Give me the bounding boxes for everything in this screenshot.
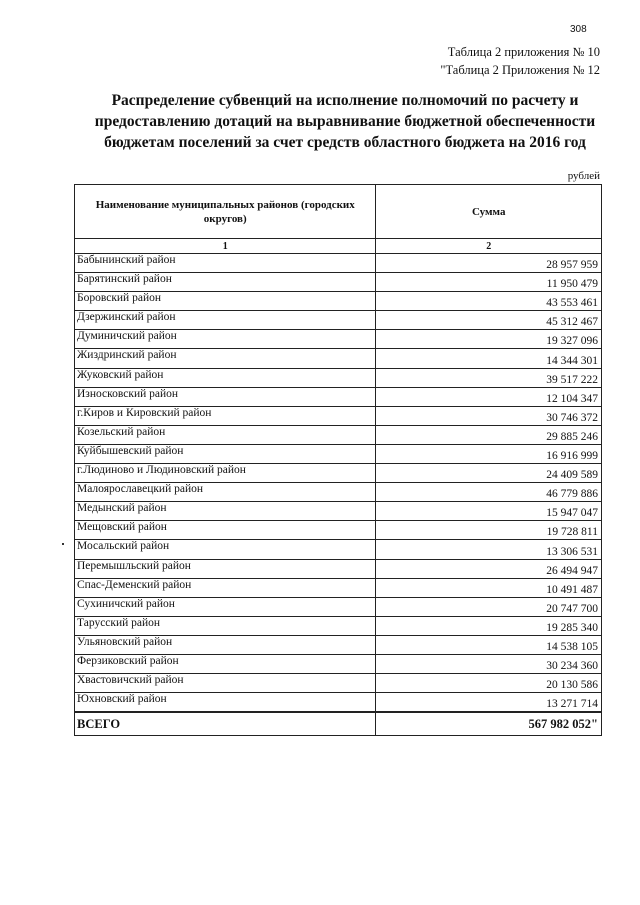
district-name: Козельский район bbox=[75, 425, 376, 444]
appendix-reference-quoted: "Таблица 2 Приложения № 12 bbox=[440, 63, 600, 77]
title-line: Распределение субвенций на исполнение полномочий по расчету и bbox=[111, 92, 579, 109]
subsidy-amount: 16 916 999 bbox=[376, 444, 602, 463]
table-header-row bbox=[75, 185, 602, 239]
table-row bbox=[75, 368, 602, 387]
district-name: Куйбышевский район bbox=[75, 444, 376, 463]
table-row bbox=[75, 406, 602, 425]
table-row bbox=[75, 502, 602, 521]
district-name: Медынский район bbox=[75, 502, 376, 521]
table-row bbox=[75, 693, 602, 712]
district-name: Износковский район bbox=[75, 387, 376, 406]
district-name: Ферзиковский район bbox=[75, 654, 376, 673]
table-row bbox=[75, 521, 602, 540]
district-name: Жуковский район bbox=[75, 368, 376, 387]
district-name: Думиничский район bbox=[75, 330, 376, 349]
unit-label: рублей bbox=[567, 170, 600, 182]
column-number-sum: 2 bbox=[376, 239, 602, 254]
table-row bbox=[75, 444, 602, 463]
column-number-row bbox=[75, 239, 602, 254]
subsidy-amount: 46 779 886 bbox=[376, 483, 602, 502]
subsidy-amount: 14 538 105 bbox=[376, 635, 602, 654]
table-row bbox=[75, 597, 602, 616]
table-row bbox=[75, 654, 602, 673]
district-name: Мещовский район bbox=[75, 521, 376, 540]
column-header-sum: Сумма bbox=[376, 185, 602, 239]
subsidy-amount: 20 747 700 bbox=[376, 597, 602, 616]
appendix-reference: Таблица 2 приложения № 10 bbox=[447, 45, 600, 59]
subsidy-amount: 13 271 714 bbox=[376, 693, 602, 712]
district-name: Боровский район bbox=[75, 292, 376, 311]
subsidies-table bbox=[74, 184, 602, 736]
district-name: г.Киров и Кировский район bbox=[75, 406, 376, 425]
table-row bbox=[75, 273, 602, 292]
district-name: Дзержинский район bbox=[75, 311, 376, 330]
subsidy-amount: 30 746 372 bbox=[376, 406, 602, 425]
district-name: Сухиничский район bbox=[75, 597, 376, 616]
table-row bbox=[75, 464, 602, 483]
subsidy-amount: 15 947 047 bbox=[376, 502, 602, 521]
subsidy-amount: 39 517 222 bbox=[376, 368, 602, 387]
total-amount: 567 982 052" bbox=[376, 712, 602, 736]
table-row bbox=[75, 559, 602, 578]
subsidy-amount: 24 409 589 bbox=[376, 464, 602, 483]
table-row bbox=[75, 616, 602, 635]
table-row bbox=[75, 292, 602, 311]
district-name: Тарусский район bbox=[75, 616, 376, 635]
column-number-name: 1 bbox=[75, 239, 376, 254]
subsidy-amount: 28 957 959 bbox=[376, 254, 602, 273]
district-name: Барятинский район bbox=[75, 273, 376, 292]
subsidy-amount: 19 327 096 bbox=[376, 330, 602, 349]
column-header-name: Наименование муниципальных районов (городских округов) bbox=[75, 185, 376, 239]
subsidy-amount: 20 130 586 bbox=[376, 674, 602, 693]
district-name: Спас-Деменский район bbox=[75, 578, 376, 597]
total-row bbox=[75, 712, 602, 736]
title-line: бюджетам поселений за счет средств областного бюджета на 2016 год bbox=[104, 134, 586, 151]
table-row bbox=[75, 349, 602, 368]
title-line: предоставлению дотаций на выравнивание бюджетной обеспеченности bbox=[94, 113, 596, 130]
subsidy-amount: 13 306 531 bbox=[376, 540, 602, 559]
subsidy-amount: 43 553 461 bbox=[376, 292, 602, 311]
table-row bbox=[75, 674, 602, 693]
district-name: Перемышльский район bbox=[75, 559, 376, 578]
document-title bbox=[80, 90, 610, 153]
table-row bbox=[75, 254, 602, 273]
table-row bbox=[75, 425, 602, 444]
district-name: Юхновский район bbox=[75, 693, 376, 712]
table-row bbox=[75, 311, 602, 330]
subsidy-amount: 45 312 467 bbox=[376, 311, 602, 330]
district-name: Ульяновский район bbox=[75, 635, 376, 654]
scan-artifact-dot bbox=[62, 543, 64, 545]
subsidy-amount: 11 950 479 bbox=[376, 273, 602, 292]
table-body bbox=[75, 254, 602, 736]
table-row bbox=[75, 330, 602, 349]
subsidy-amount: 30 234 360 bbox=[376, 654, 602, 673]
page-number: 308 bbox=[570, 24, 587, 35]
district-name: Малоярославецкий район bbox=[75, 483, 376, 502]
total-label: ВСЕГО bbox=[75, 712, 376, 736]
district-name: г.Людиново и Людиновский район bbox=[75, 464, 376, 483]
subsidy-amount: 29 885 246 bbox=[376, 425, 602, 444]
table-row bbox=[75, 540, 602, 559]
district-name: Хвастовичский район bbox=[75, 674, 376, 693]
subsidy-amount: 19 728 811 bbox=[376, 521, 602, 540]
table-row bbox=[75, 387, 602, 406]
subsidy-amount: 19 285 340 bbox=[376, 616, 602, 635]
subsidy-amount: 14 344 301 bbox=[376, 349, 602, 368]
subsidy-amount: 26 494 947 bbox=[376, 559, 602, 578]
table-row bbox=[75, 635, 602, 654]
table-row bbox=[75, 578, 602, 597]
district-name: Бабынинский район bbox=[75, 254, 376, 273]
district-name: Мосальский район bbox=[75, 540, 376, 559]
subsidy-amount: 10 491 487 bbox=[376, 578, 602, 597]
table-row bbox=[75, 483, 602, 502]
subsidy-amount: 12 104 347 bbox=[376, 387, 602, 406]
district-name: Жиздринский район bbox=[75, 349, 376, 368]
